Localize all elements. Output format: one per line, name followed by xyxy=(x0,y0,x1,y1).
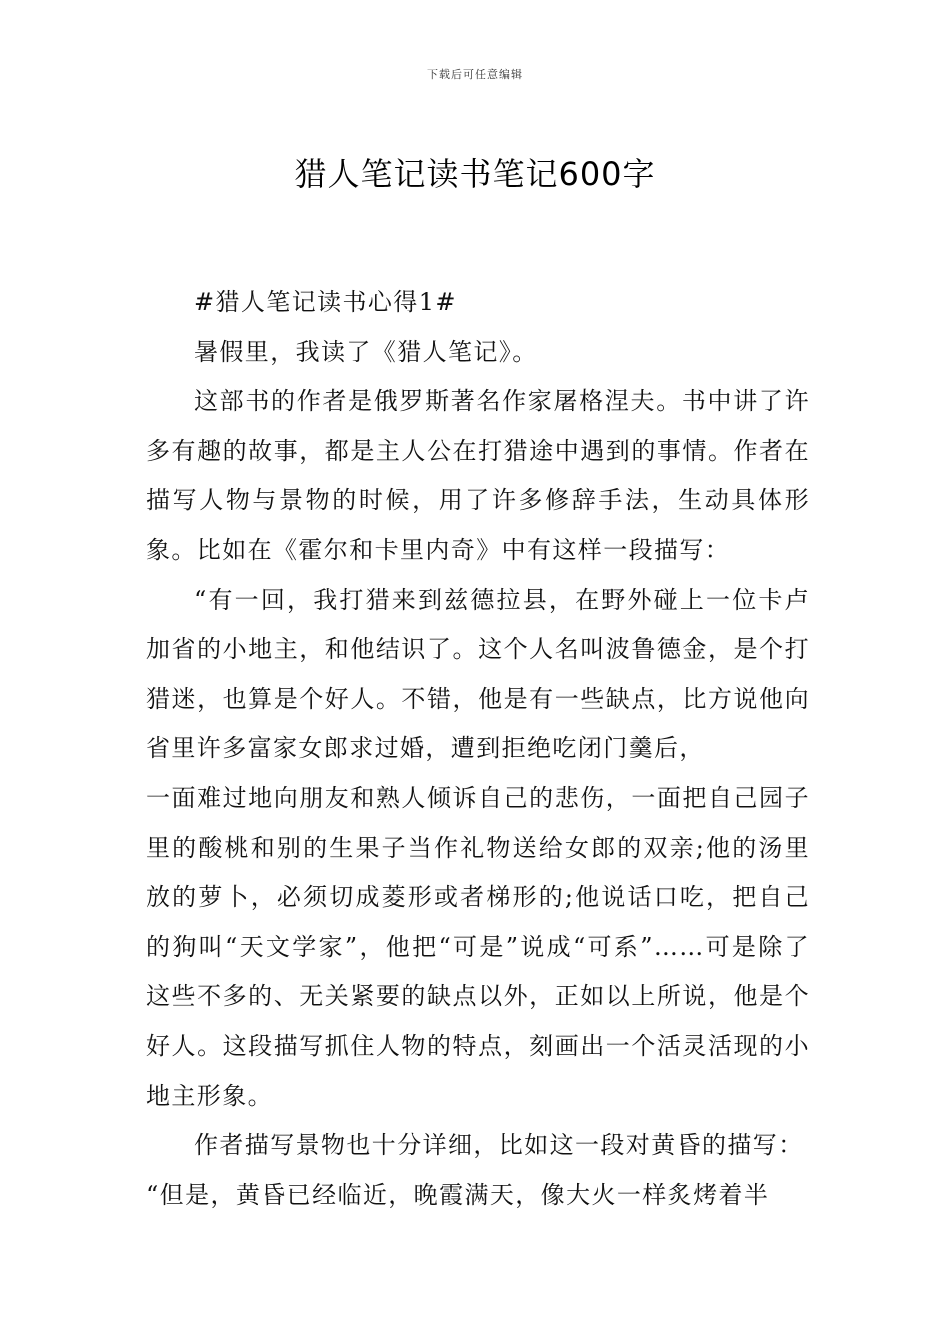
paragraph-continuation: 一面难过地向朋友和熟人倾诉自己的悲伤，一面把自己园子里的酸桃和别的生果子当作礼物送给女郎的双亲;他的汤里放的萝卜，必须切成菱形或者梯形的;他说话口吃，把自己的狗叫“天文学家”，他把“可是”说成“可系”……可是除了这些不多的、无关紧要的缺点以外，正如以上所说，他是个好人。这段描写抓住人物的特点，刻画出一个活灵活现的小地主形象。 xyxy=(146,783,810,1110)
document-body xyxy=(146,278,810,1220)
document-title: 猎人笔记读书笔记600字 xyxy=(294,155,656,194)
paragraph-quote: “但是，黄昏已经临近，晚霞满天，像大火一样炙烤着半 xyxy=(146,1180,770,1209)
header-note: 下载后可任意编辑 xyxy=(427,68,523,81)
paragraph-heading: #猎人笔记读书心得1# xyxy=(194,288,457,316)
paragraph: 这部书的作者是俄罗斯著名作家屠格涅夫。书中讲了许多有趣的故事，都是主人公在打猎途中遇到的事情。作者在描写人物与景物的时候，用了许多修辞手法，生动具体形象。比如在《霍尔和卡里内奇》中有这样一段描写： xyxy=(146,387,810,564)
paragraph: “有一回，我打猎来到兹德拉县，在野外碰上一位卡卢加省的小地主，和他结识了。这个人名叫波鲁德金，是个打猎迷，也算是个好人。不错，他是有一些缺点，比方说他向省里许多富家女郎求过婚，遭到拒绝吃闭门羹后， xyxy=(146,585,810,763)
paragraph: 暑假里，我读了《猎人笔记》。 xyxy=(194,337,538,366)
paragraph: 作者描写景物也十分详细，比如这一段对黄昏的描写： xyxy=(194,1131,804,1160)
